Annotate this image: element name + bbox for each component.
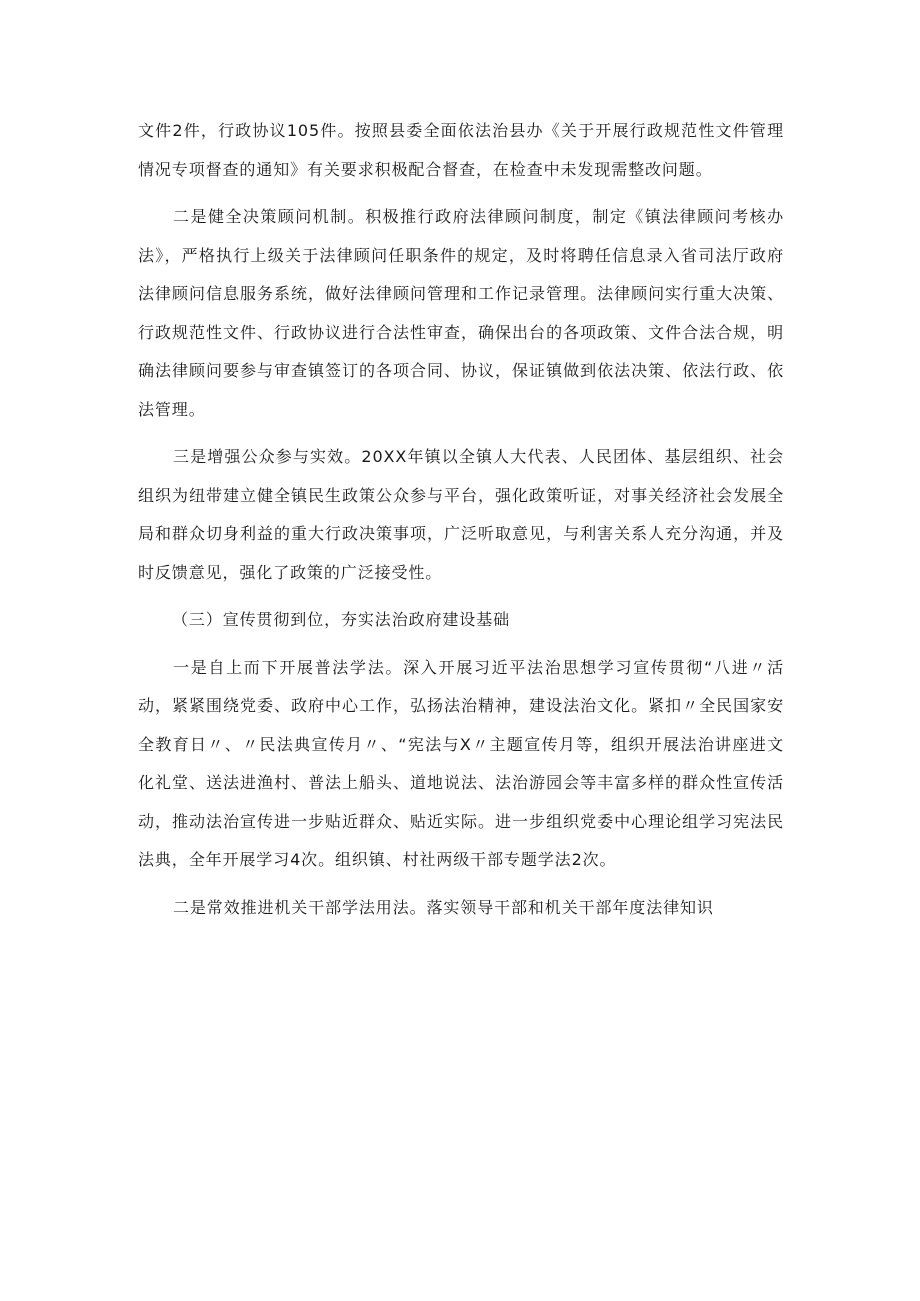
paragraph-decision-consultant: 二是健全决策顾问机制。积极推行政府法律顾问制度，制定《镇法律顾问考核办法》，严格执行上级关于法律顾问任职条件的规定，及时将聘任信息录入省司法厅政府法律顾问信息服务系统，做好法律顾问管理和工作记录管理。法律顾问实行重大决策、行政规范性文件、行政协议进行合法性审查，确保出台的各项政策、文件合法合规，明确法律顾问要参与审查镇签订的各项合同、协议，保证镇做到依法决策、依法行政、依法管理。	[138, 207, 784, 419]
document-body	[138, 112, 784, 936]
paragraph-continuation: 文件2件，行政协议105件。按照县委全面依法治县办《关于开展行政规范性文件管理情况专项督查的通知》有关要求积极配合督查，在检查中未发现需整改问题。	[138, 121, 784, 179]
paragraph-public-participation: 三是增强公众参与实效。20XX年镇以全镇人大代表、人民团体、基层组织、社会组织为纽带建立健全镇民生政策公众参与平台，强化政策听证，对事关经济社会发展全局和群众切身利益的重大行政决策事项，广泛听取意见，与利害关系人充分沟通，并及时反馈意见，强化了政策的广泛接受性。	[138, 447, 784, 582]
section-heading: （三）宣传贯彻到位，夯实法治政府建设基础	[172, 610, 511, 629]
paragraph-law-popularization: 一是自上而下开展普法学法。深入开展习近平法治思想学习宣传贯彻“八进〃活动，紧紧围绕党委、政府中心工作，弘扬法治精神，建设法治文化。紧扣〃全民国家安全教育日〃、〃民法典宣传月〃、“宪法与X〃主题宣传月等，组织开展法治讲座进文化礼堂、送法进渔村、普法上船头、道地说法、法治游园会等丰富多样的群众性宣传活动，推动法治宣传进一步贴近群众、贴近实际。进一步组织党委中心理论组学习宪法民法典，全年开展学习4次。组织镇、村社两级干部专题学法2次。	[138, 657, 784, 869]
paragraph-cadre-law-study: 二是常效推进机关干部学法用法。落实领导干部和机关干部年度法律知识	[173, 897, 714, 917]
